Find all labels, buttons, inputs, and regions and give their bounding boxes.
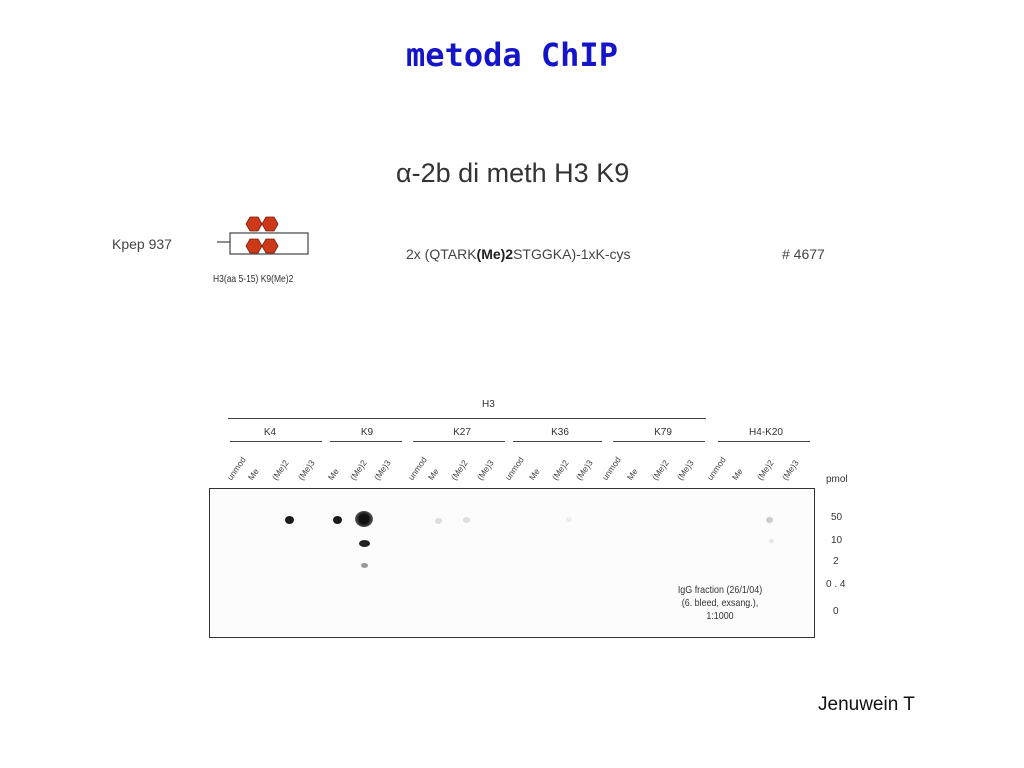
blot-column-label: (Me)2	[549, 458, 571, 482]
blot-column-label: (Me)3	[295, 458, 317, 482]
blot-column-label: (Me)3	[474, 458, 496, 482]
blot-spot	[769, 539, 774, 543]
blot-column-label: (Me)3	[371, 458, 393, 482]
pmol-header: pmol	[826, 474, 848, 485]
blot-group-underline	[613, 441, 705, 442]
methyl-hexagon	[262, 217, 278, 231]
blot-column-label: (Me)3	[573, 458, 595, 482]
methyl-hexagon	[246, 217, 262, 231]
figure-title: α-2b di meth H3 K9	[396, 158, 630, 188]
blot-group-label: H4-K20	[749, 427, 783, 438]
peptide-name: Kpep 937	[112, 236, 172, 252]
blot-column-label: (Me)3	[674, 458, 696, 482]
igg-note-line: (6. bleed, exsang.),	[681, 597, 759, 609]
blot-spot	[285, 516, 294, 524]
blot-spot	[566, 517, 572, 522]
peptide-subtitle: H3(aa 5-15) K9(Me)2	[213, 274, 294, 285]
blot-spot	[333, 516, 342, 524]
slide-title: metoda ChIP	[406, 36, 618, 74]
blot-spot	[361, 563, 368, 568]
blot-column-label: (Me)2	[347, 458, 369, 482]
blot-column-label: (Me)2	[754, 458, 776, 482]
blot-group-underline	[513, 441, 602, 442]
peptide-sequence: 2x (QTARK(Me)2STGGKA)-1xK-cys	[406, 246, 631, 262]
blot-column-label: Me	[425, 466, 441, 482]
blot-group-label: K4	[263, 427, 277, 438]
methyl-hexagon	[262, 239, 278, 253]
igg-note-line: IgG fraction (26/1/04)	[677, 584, 763, 596]
blot-column-label: unmod	[704, 454, 728, 482]
blot-spot	[359, 540, 370, 547]
pmol-value: 10	[831, 535, 843, 546]
blot-column-label: (Me)2	[269, 458, 291, 482]
author-credit: Jenuwein T	[818, 694, 915, 715]
blot-column-label: (Me)2	[649, 458, 671, 482]
peptide-id: # 4677	[782, 246, 825, 262]
pmol-value: 0	[833, 606, 839, 617]
blot-column-label: Me	[624, 466, 640, 482]
pmol-value: 0 . 4	[826, 579, 846, 590]
blot-group-underline	[230, 441, 322, 442]
blot-group-label: K79	[654, 427, 672, 438]
blot-spot	[435, 518, 442, 524]
blot-spot	[766, 517, 773, 523]
blot-column-label: unmod	[502, 454, 526, 482]
methyl-hexagons	[246, 217, 278, 253]
h3-group-label: H3	[482, 399, 495, 410]
blot-column-label: unmod	[224, 454, 248, 482]
blot-column-label: Me	[729, 466, 745, 482]
blot-group-label: K9	[360, 427, 374, 438]
blot-column-label: unmod	[599, 454, 623, 482]
igg-fraction-note	[652, 584, 788, 623]
pmol-value: 50	[831, 512, 843, 523]
methyl-hexagon	[246, 239, 262, 253]
blot-column-label: (Me)3	[779, 458, 801, 482]
blot-group-underline	[413, 441, 505, 442]
peptide-diagram	[200, 210, 315, 266]
blot-spot	[463, 517, 470, 523]
igg-note-line: 1:1000	[706, 610, 734, 622]
blot-group-label: K36	[551, 427, 569, 438]
blot-group-underline	[330, 441, 402, 442]
blot-spot	[355, 511, 373, 527]
pmol-value: 2	[833, 556, 839, 567]
blot-column-label: Me	[526, 466, 542, 482]
blot-column-label: (Me)2	[448, 458, 470, 482]
blot-column-label: unmod	[405, 454, 429, 482]
blot-column-label: Me	[245, 466, 261, 482]
blot-column-label: Me	[325, 466, 341, 482]
h3-bracket-line	[228, 418, 706, 419]
blot-group-underline	[718, 441, 810, 442]
blot-group-label: K27	[453, 427, 471, 438]
